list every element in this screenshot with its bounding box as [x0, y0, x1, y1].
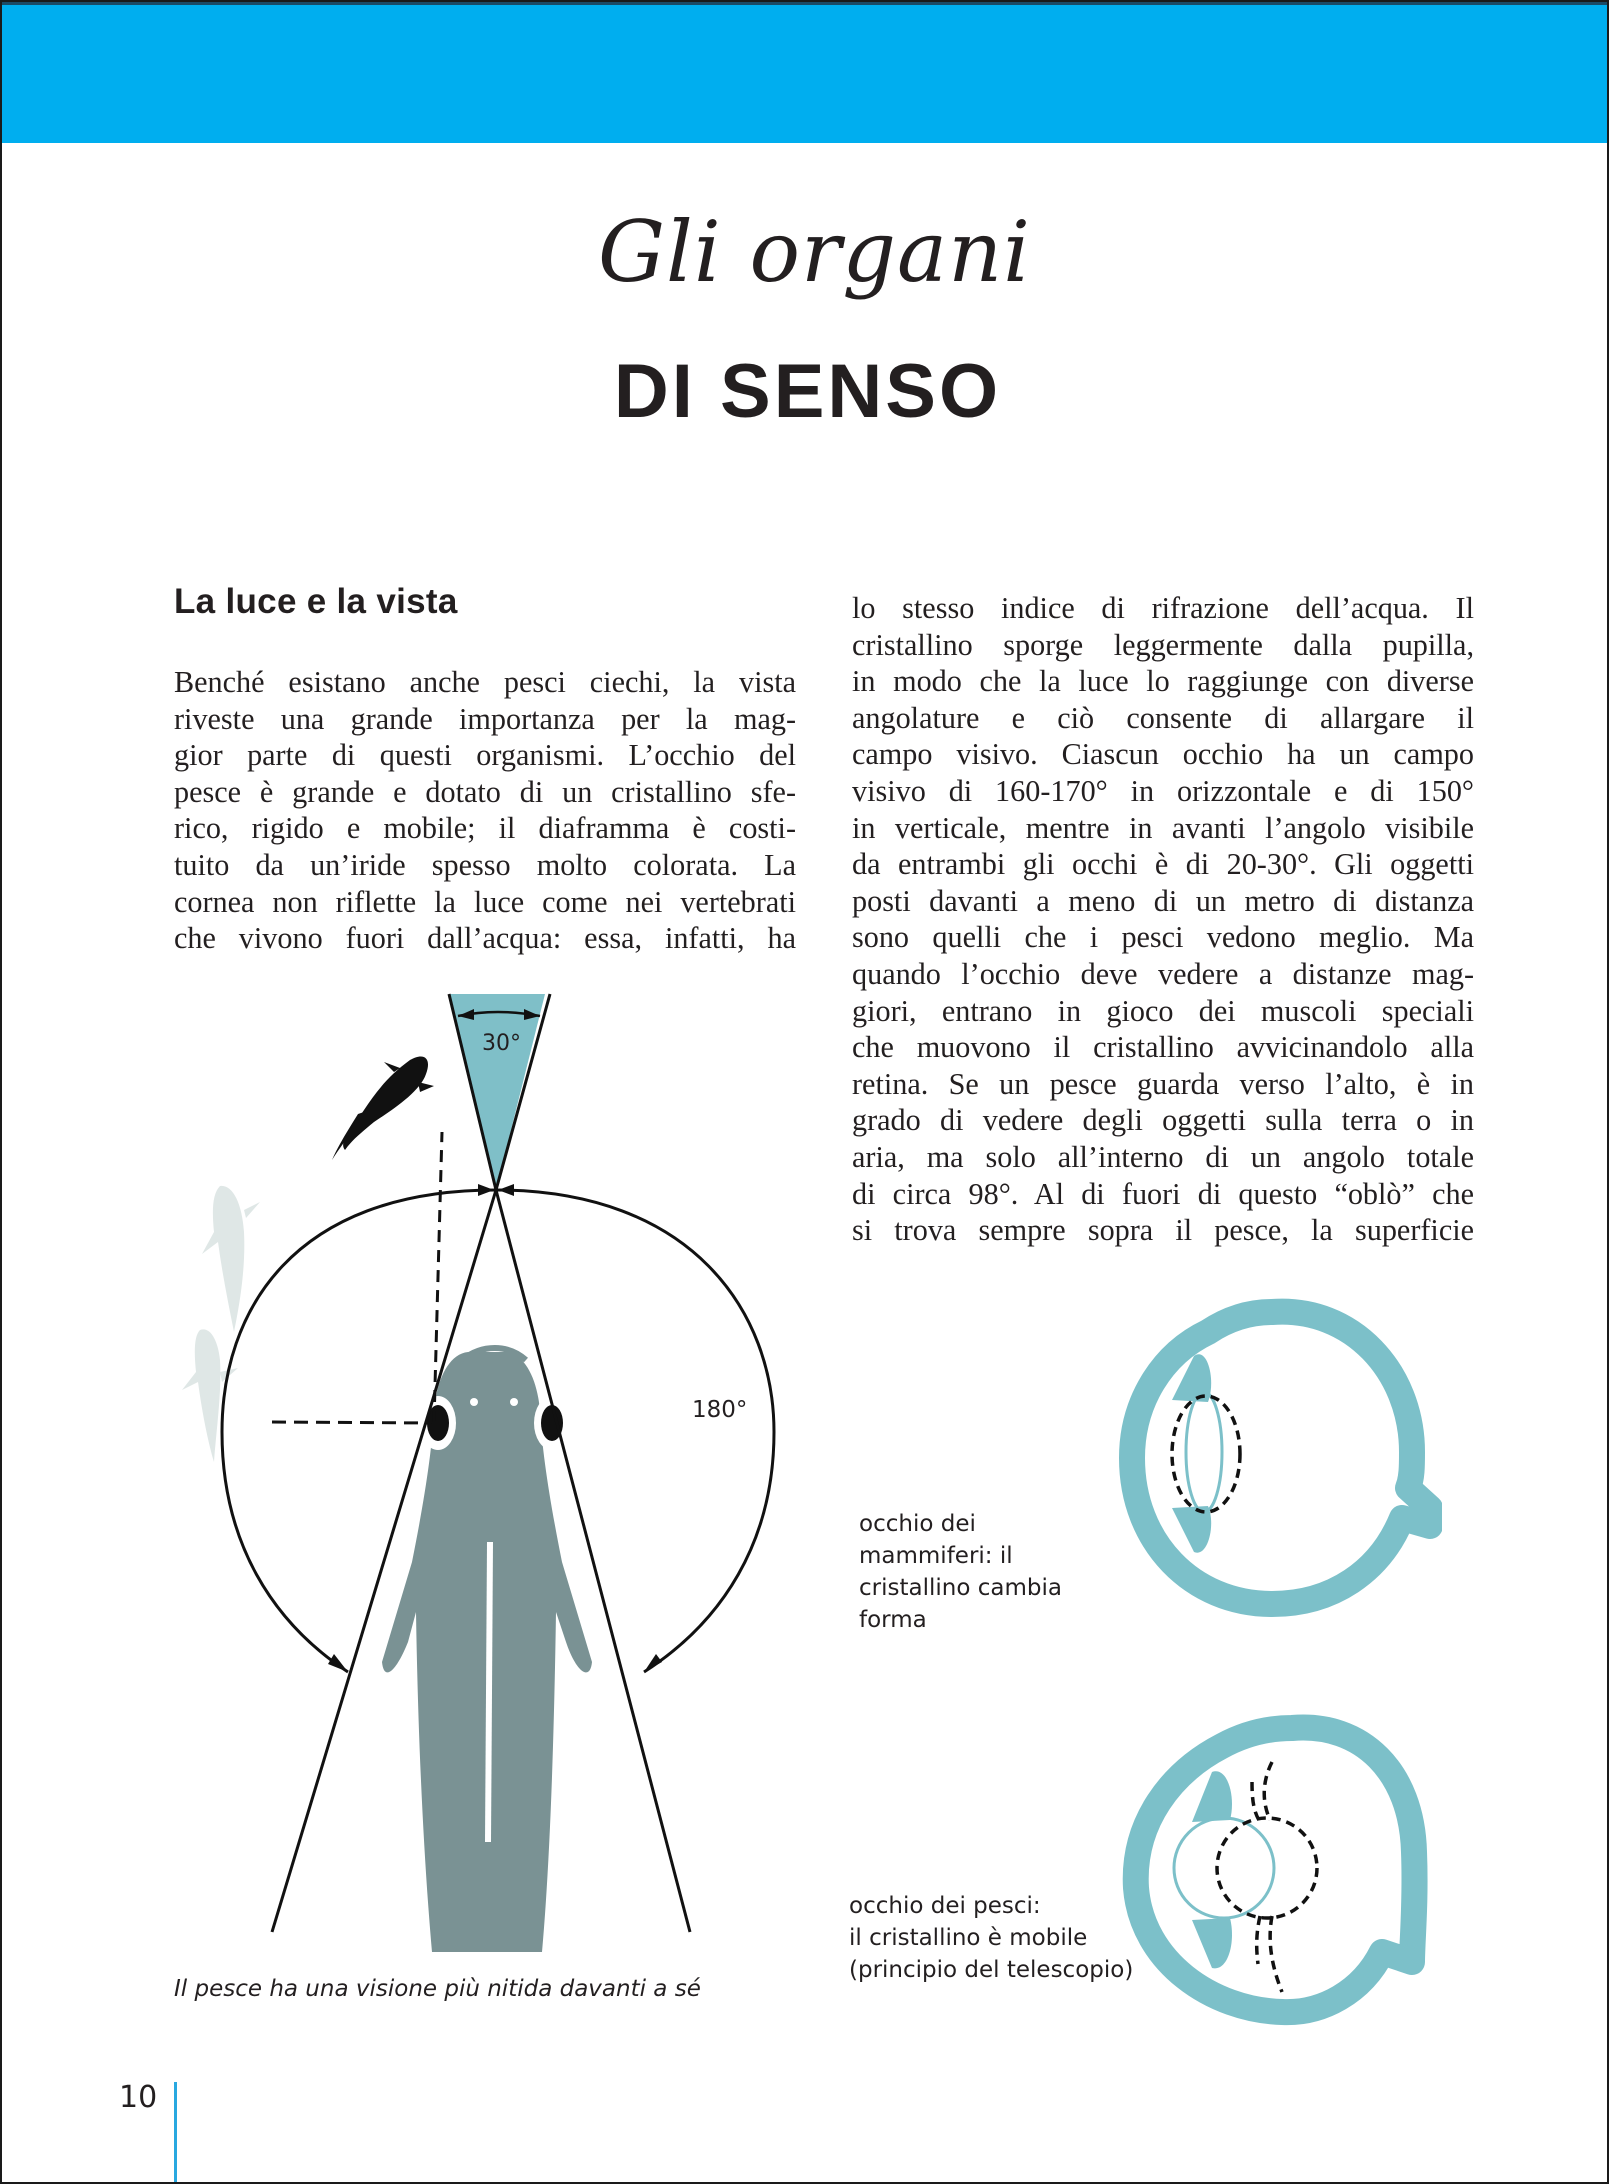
text-line: retina. Se un pesce guarda verso l’alto, è in	[852, 1066, 1474, 1101]
arrowhead-icon	[644, 1654, 662, 1672]
label-line: il cristallino è mobile	[849, 1925, 1088, 1951]
eyeball-wall	[1132, 1312, 1430, 1604]
text-line: campo visivo. Ciascun occhio ha un campo	[852, 737, 1474, 772]
text-line: in modo che la luce lo raggiunge con diverse	[852, 664, 1474, 699]
paragraph	[852, 590, 1474, 1249]
page-title-script: Gli organi	[597, 203, 1032, 301]
text-line: tuito da un’iride spesso molto colorata. La	[174, 847, 796, 882]
label-line: (principio del telescopio)	[849, 1957, 1134, 1983]
text-line: posti davanti a meno di un metro di distanza	[852, 883, 1474, 918]
text-line: sono quelli che i pesci vedono meglio. Ma	[852, 920, 1474, 955]
figure-caption: Il pesce ha una visione più nitida davanti a sé	[174, 1976, 701, 2002]
arrowhead-icon	[498, 1184, 514, 1196]
text-line: lo stesso indice di rifrazione dell’acqua. Il	[852, 591, 1474, 625]
text-line: che muovono il cristallino avvicinandolo alla	[852, 1030, 1474, 1065]
text-line: da entrambi gli occhi è di 20-30°. Gli oggetti	[852, 847, 1474, 882]
text-line: pesce è grande e dotato di un cristallino sfe-	[174, 774, 796, 809]
text-line: che vivono fuori dall’acqua: essa, infatti, ha	[174, 921, 796, 956]
sight-line-horizontal	[272, 1422, 432, 1423]
page-title-caps: DI SENSO	[613, 349, 1002, 434]
label-line: occhio dei pesci:	[849, 1893, 1041, 1919]
body-text-left-column	[174, 664, 796, 957]
text-line: cristallino sporge leggermente dalla pupilla,	[852, 627, 1474, 662]
header-color-band	[2, 2, 1607, 143]
angle-label-180: 180°	[692, 1397, 748, 1423]
fish-nostril	[470, 1398, 478, 1406]
muscle-moved-bottom	[1270, 1916, 1282, 1992]
section-heading: La luce e la vista	[174, 582, 458, 621]
lens-moved	[1217, 1818, 1317, 1918]
arrowhead-icon	[328, 1654, 348, 1672]
ghost-fish-silhouette	[182, 1329, 238, 1462]
text-line: aria, ma solo all’interno di un angolo totale	[852, 1139, 1474, 1174]
muscle-moved-bottom	[1257, 1916, 1260, 1964]
label-line: forma	[859, 1607, 927, 1633]
text-line: rico, rigido e mobile; il diaframma è costi-	[174, 811, 796, 846]
fish-eye-diagram	[1112, 1702, 1442, 2032]
text-line: si trova sempre sopra il pesce, la superficie	[852, 1213, 1474, 1248]
lens-rest	[1174, 1818, 1274, 1918]
lens-flat	[1186, 1392, 1222, 1512]
fish-nostril	[510, 1398, 518, 1406]
front-vision-cone	[449, 994, 545, 1190]
paragraph	[174, 664, 796, 957]
text-line: visivo di 160-170° in orizzontale e di 150°	[852, 773, 1474, 808]
angle-label-30: 30°	[482, 1031, 521, 1056]
fish-dorsal-line	[488, 1542, 490, 1842]
page-number: 10	[119, 2080, 158, 2115]
text-line: quando l’occhio deve vedere a distanze mag-	[852, 956, 1474, 991]
label-line: occhio dei	[859, 1511, 976, 1537]
prey-fish-tail	[332, 1112, 364, 1160]
text-line: grado di vedere degli oggetti sulla terra o in	[852, 1103, 1474, 1138]
arrowhead-icon	[478, 1184, 494, 1196]
muscle-moved-top	[1252, 1782, 1260, 1822]
text-line: giori, entrano in gioco dei muscoli speciali	[852, 993, 1474, 1028]
text-line: riveste una grande importanza per la mag-	[174, 701, 796, 736]
body-text-right-column	[852, 590, 1474, 1249]
text-line: in verticale, mentre in avanti l’angolo visibile	[852, 810, 1474, 845]
text-line: angolature e ciò consente di allargare il	[852, 700, 1474, 735]
text-line: cornea non riflette la luce come nei vertebrati	[174, 884, 796, 919]
mammal-eye-label	[859, 1508, 1062, 1636]
ciliary-body-top	[1192, 1771, 1232, 1822]
fish-vision-diagram	[162, 982, 822, 1962]
text-line: gior parte di questi organismi. L’occhio del	[174, 738, 796, 773]
label-line: mammiferi: il	[859, 1543, 1013, 1569]
mammal-eye-diagram	[1112, 1292, 1442, 1622]
prey-fish-silhouette	[343, 1056, 434, 1150]
text-line: di circa 98°. Al di fuori di questo “oblò” che	[852, 1176, 1474, 1211]
text-line: Benché esistano anche pesci ciechi, la vista	[174, 665, 796, 699]
muscle-moved-top	[1264, 1762, 1272, 1820]
page-number-rule	[174, 2082, 177, 2184]
fish-eye-label	[849, 1890, 1133, 1986]
lens-accommodated	[1172, 1396, 1240, 1512]
label-line: cristallino cambia	[859, 1575, 1062, 1601]
ciliary-body-bottom	[1192, 1918, 1232, 1968]
